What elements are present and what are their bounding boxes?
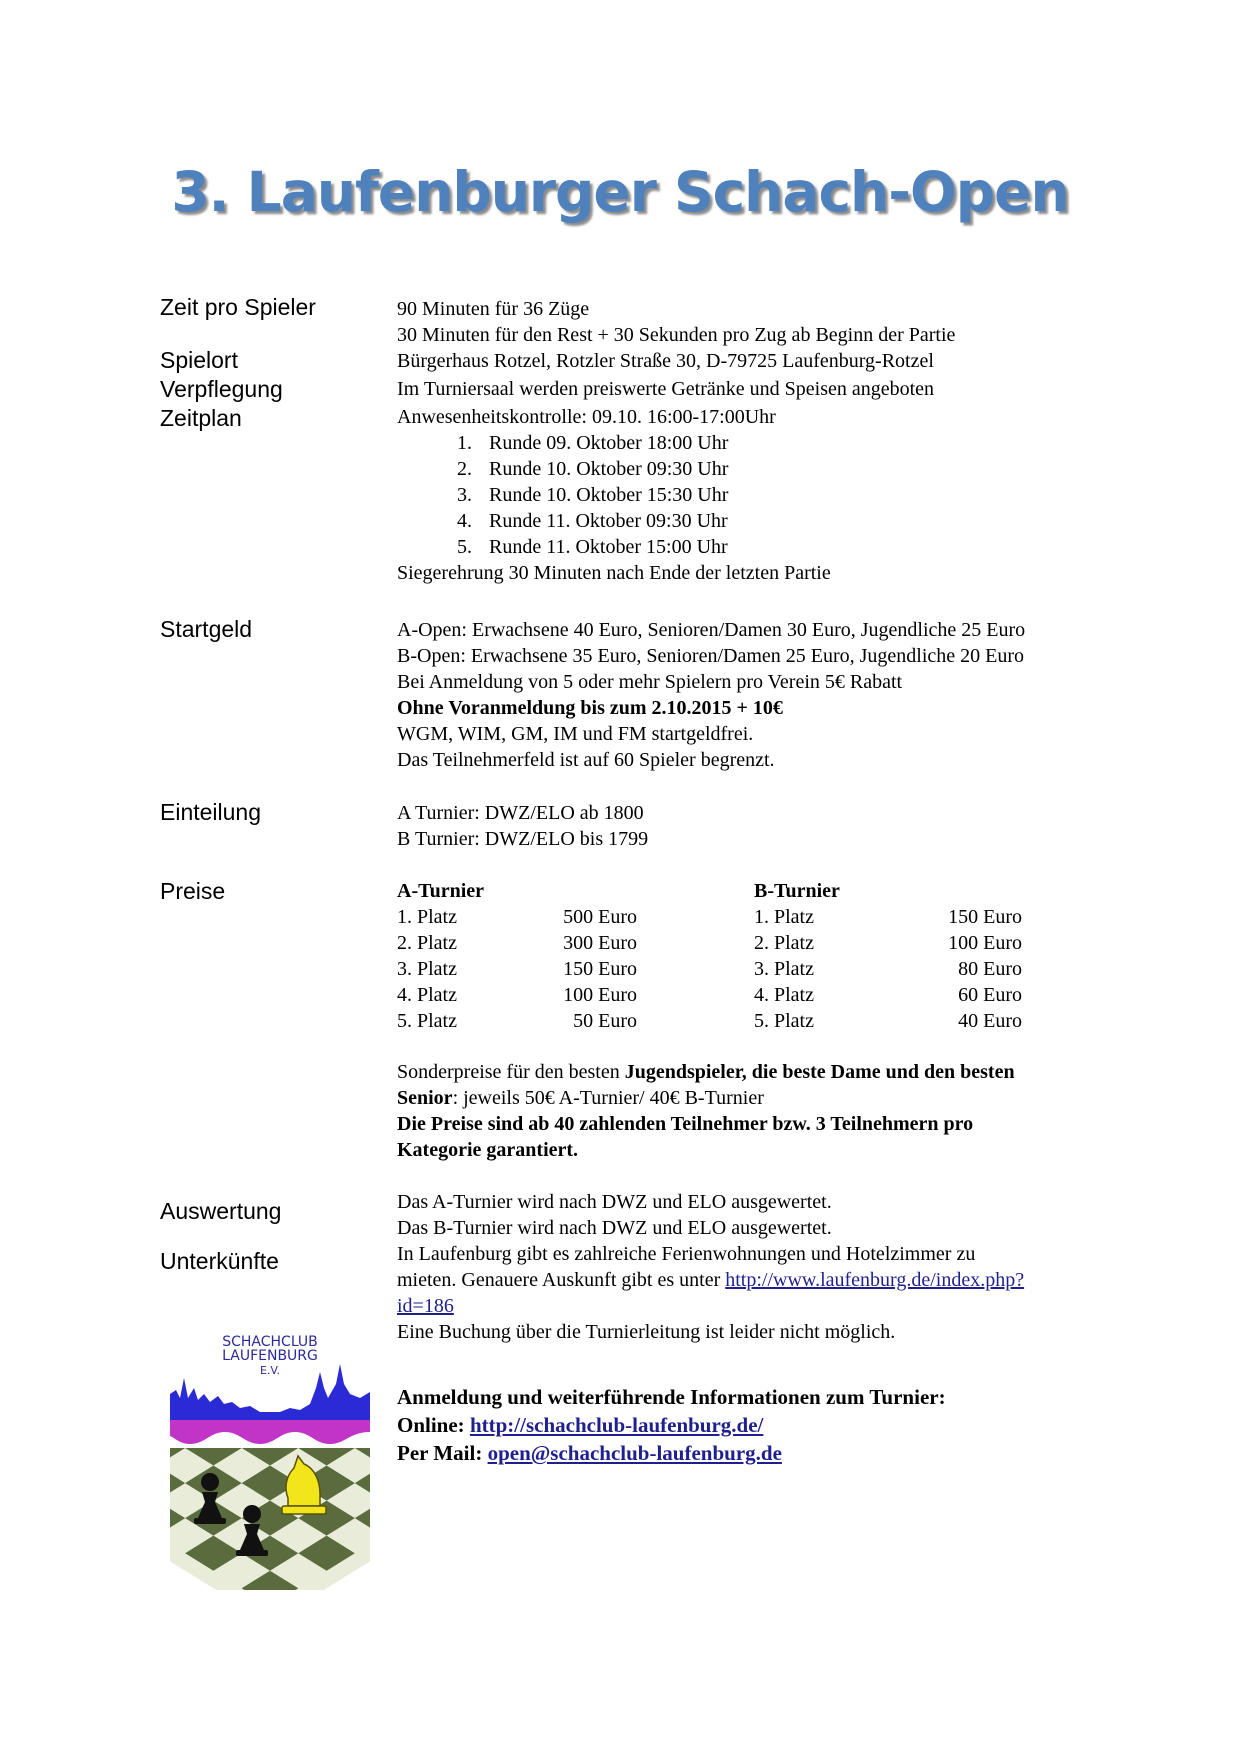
sonderpreise-amounts: : jeweils 50€ A-Turnier/ 40€ B-Turnier — [452, 1087, 764, 1109]
round-item: 2. Runde 10. Oktober 09:30 Uhr — [477, 456, 955, 482]
label-startgeld: Startgeld — [160, 616, 253, 642]
einteilung-a: A Turnier: DWZ/ELO ab 1800 — [397, 802, 644, 824]
online-label: Online: — [397, 1413, 470, 1437]
zeitplan-outro: Siegerehrung 30 Minuten nach Ende der letzten Partie — [397, 562, 831, 584]
logo-text-line-1: SCHACHCLUB — [222, 1334, 318, 1350]
spielort-text: Bürgerhaus Rotzel, Rotzler Straße 30, D-79725 Laufenburg-Rotzel — [397, 350, 934, 372]
label-auswertung: Auswertung — [160, 1198, 282, 1224]
club-logo-graphic — [170, 1328, 370, 1590]
prize-place: 2. Platz — [397, 932, 457, 954]
prize-amount: 50 Euro — [573, 1010, 637, 1032]
bridge-shape — [170, 1420, 370, 1444]
sonderpreise-line-1 — [397, 1059, 1015, 1085]
zeit-line-1: 90 Minuten für 36 Züge — [397, 298, 590, 320]
prize-amount: 150 Euro — [948, 906, 1022, 928]
table-row — [397, 930, 637, 956]
sonderpreise-pre: Sonderpreise für den besten — [397, 1061, 625, 1083]
preise-garantie-line-1: Die Preise sind ab 40 zahlenden Teilnehmer bzw. 3 Teilnehmern pro — [397, 1113, 974, 1135]
table-row — [397, 1008, 637, 1034]
einteilung-b: B Turnier: DWZ/ELO bis 1799 — [397, 828, 649, 850]
startgeld-block — [397, 617, 1025, 773]
prize-amount: 100 Euro — [948, 932, 1022, 954]
preise-garantie-line-2: Kategorie garantiert. — [397, 1139, 579, 1161]
prize-amount: 300 Euro — [563, 932, 637, 954]
prize-place: 3. Platz — [754, 958, 814, 980]
logo-text-line-3: E.V. — [259, 1364, 281, 1377]
auswertung-a: Das A-Turnier wird nach DWZ und ELO ausgewertet. — [397, 1191, 832, 1213]
prize-table-b — [754, 878, 1022, 1034]
prize-place: 5. Platz — [754, 1010, 814, 1032]
label-einteilung: Einteilung — [160, 799, 262, 825]
anmeldung-online — [397, 1411, 946, 1439]
prize-table-a — [397, 878, 637, 1034]
startgeld-a-open: A-Open: Erwachsene 40 Euro, Senioren/Damen 30 Euro, Jugendliche 25 Euro — [397, 619, 1026, 641]
startgeld-frei: WGM, WIM, GM, IM und FM startgeldfrei. — [397, 723, 754, 745]
anmeldung-block — [397, 1383, 946, 1467]
table-row — [754, 1008, 1022, 1034]
unterkuenfte-line-4: Eine Buchung über die Turnierleitung ist leider nicht möglich. — [397, 1321, 896, 1343]
round-item: 1. Runde 09. Oktober 18:00 Uhr — [477, 430, 955, 456]
zeitplan-intro: Anwesenheitskontrolle: 09.10. 16:00-17:00Uhr — [397, 406, 776, 428]
round-item: 4. Runde 11. Oktober 09:30 Uhr — [477, 508, 955, 534]
einteilung-block — [397, 800, 648, 852]
label-zeit: Zeit pro Spieler — [160, 294, 316, 320]
prize-place: 4. Platz — [397, 984, 457, 1006]
label-spielort: Spielort — [160, 347, 238, 373]
startgeld-rabatt: Bei Anmeldung von 5 oder mehr Spielern pro Verein 5€ Rabatt — [397, 671, 903, 693]
unterkuenfte-text: mieten. Genauere Auskunft gibt es unter — [397, 1269, 726, 1291]
startgeld-begrenzt: Das Teilnehmerfeld ist auf 60 Spieler begrenzt. — [397, 749, 775, 771]
round-item: 3. Runde 10. Oktober 15:30 Uhr — [477, 482, 955, 508]
prize-place: 1. Platz — [754, 906, 814, 928]
auswertung-block — [397, 1189, 1024, 1345]
startgeld-ohne-voranmeldung: Ohne Voranmeldung bis zum 2.10.2015 + 10€ — [397, 697, 783, 719]
round-item: 5. Runde 11. Oktober 15:00 Uhr — [477, 534, 955, 560]
table-row — [397, 982, 637, 1008]
startgeld-b-open: B-Open: Erwachsene 35 Euro, Senioren/Damen 25 Euro, Jugendliche 20 Euro — [397, 645, 1025, 667]
table-row — [754, 956, 1022, 982]
anmeldung-mail — [397, 1439, 946, 1467]
prize-place: 2. Platz — [754, 932, 814, 954]
schedule-block — [397, 296, 955, 586]
sonderpreise-senior: Senior — [397, 1087, 453, 1109]
unterkuenfte-line-2 — [397, 1267, 1024, 1293]
label-unterkuenfte: Unterkünfte — [160, 1248, 279, 1274]
prize-amount: 500 Euro — [563, 906, 637, 928]
prize-place: 5. Platz — [397, 1010, 457, 1032]
prize-amount: 150 Euro — [563, 958, 637, 980]
email-link[interactable]: open@schachclub-laufenburg.de — [487, 1441, 782, 1465]
prize-place: 3. Platz — [397, 958, 457, 980]
zeit-line-2: 30 Minuten für den Rest + 30 Sekunden pro Zug ab Beginn der Partie — [397, 324, 956, 346]
round-list — [397, 430, 955, 560]
table-row — [754, 982, 1022, 1008]
anmeldung-heading: Anmeldung und weiterführende Informationen zum Turnier: — [397, 1385, 946, 1409]
prize-table-b-title: B-Turnier — [754, 880, 840, 902]
label-verpflegung: Verpflegung — [160, 376, 283, 402]
laufenburg-link[interactable]: http://www.laufenburg.de/index.php? — [725, 1269, 1025, 1291]
label-preise: Preise — [160, 878, 226, 904]
prize-amount: 60 Euro — [958, 984, 1022, 1006]
mail-label: Per Mail: — [397, 1441, 488, 1465]
table-row — [754, 904, 1022, 930]
auswertung-b: Das B-Turnier wird nach DWZ und ELO ausgewertet. — [397, 1217, 832, 1239]
prize-amount: 100 Euro — [563, 984, 637, 1006]
website-link[interactable]: http://schachclub-laufenburg.de/ — [469, 1413, 764, 1437]
logo-text-line-2: LAUFENBURG — [222, 1348, 318, 1364]
prize-amount: 40 Euro — [958, 1010, 1022, 1032]
label-zeitplan: Zeitplan — [160, 405, 242, 431]
table-row — [397, 956, 637, 982]
prize-table-a-title: A-Turnier — [397, 880, 485, 902]
page-title: 3. Laufenburger Schach-Open — [171, 160, 1069, 224]
prize-place: 4. Platz — [754, 984, 814, 1006]
unterkuenfte-line-3 — [397, 1293, 1024, 1319]
laufenburg-link-continued[interactable]: id=186 — [397, 1295, 454, 1317]
verpflegung-text: Im Turniersaal werden preiswerte Getränke und Speisen angeboten — [397, 378, 935, 400]
prize-amount: 80 Euro — [958, 958, 1022, 980]
prize-place: 1. Platz — [397, 906, 457, 928]
sonderpreise-line-2 — [397, 1085, 1015, 1111]
table-row — [397, 904, 637, 930]
club-logo — [170, 1328, 370, 1590]
sonderpreise-categories: Jugendspieler, die beste Dame und den besten — [624, 1061, 1015, 1083]
unterkuenfte-line-1: In Laufenburg gibt es zahlreiche Ferienwohnungen und Hotelzimmer zu — [397, 1243, 976, 1265]
table-row — [754, 930, 1022, 956]
sonderpreise-block — [397, 1059, 1015, 1163]
